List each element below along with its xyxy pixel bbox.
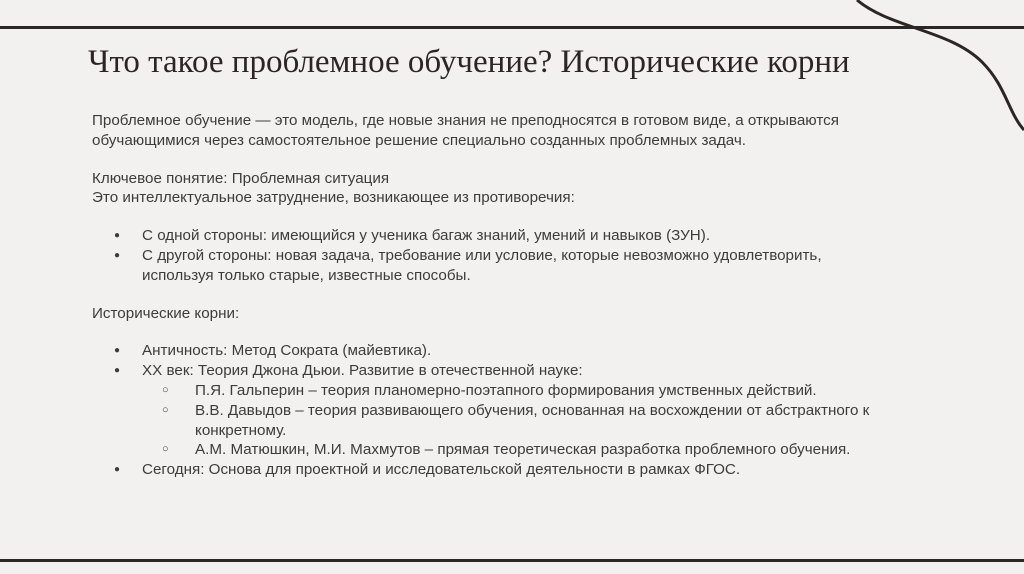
sub-list-item	[92, 401, 892, 441]
bullet-icon: ●	[114, 230, 121, 242]
roots-sublist	[92, 381, 892, 460]
list-item-text: С другой стороны: новая задача, требование или условие, которые невозможно удовлетворить, используя только старые, известные способы.	[142, 246, 822, 284]
list-item	[92, 361, 892, 460]
roots-heading: Исторические корни:	[92, 304, 240, 322]
intro-paragraph: Проблемное обучение — это модель, где новые знания не преподносятся в готовом виде, а открываются обучающимися через самостоятельное решение специально созданных проблемных задач.	[92, 112, 839, 149]
slide-title: Что такое проблемное обучение? Исторические корни	[88, 44, 850, 80]
list-item	[92, 226, 892, 246]
list-item-text: XX век: Теория Джона Дьюи. Развитие в отечественной науке:	[142, 362, 583, 380]
bullet-icon: ●	[114, 345, 121, 357]
sub-list-item	[92, 440, 892, 460]
bullet-icon: ●	[114, 365, 121, 377]
roots-list	[92, 341, 892, 480]
list-item-text: Античность: Метод Сократа (майевтика).	[142, 342, 432, 360]
key-concept-line: Ключевое понятие: Проблемная ситуация	[92, 169, 390, 187]
bullet-icon: ●	[114, 464, 121, 476]
bullet-icon: ●	[114, 249, 121, 261]
list-item	[92, 341, 892, 361]
sub-list-item	[92, 381, 892, 401]
definition-line: Это интеллектуальное затруднение, возникающее из противоречия:	[92, 189, 575, 207]
list-item-text: С одной стороны: имеющийся у ученика багаж знаний, умений и навыков (ЗУН).	[142, 227, 711, 245]
sub-list-item-text: В.В. Давыдов – теория развивающего обучения, основанная на восхождении от абстрактного к конкретному.	[195, 401, 870, 439]
hollow-bullet-icon: ○	[162, 383, 169, 396]
hollow-bullet-icon: ○	[162, 403, 169, 416]
list-item-text: Сегодня: Основа для проектной и исследовательской деятельности в рамках ФГОС.	[142, 461, 741, 479]
slide-body	[92, 111, 892, 480]
sub-list-item-text: А.М. Матюшкин, М.И. Махмутов – прямая теоретическая разработка проблемного обучения.	[195, 441, 851, 459]
sub-list-item-text: П.Я. Гальперин – теория планомерно-поэтапного формирования умственных действий.	[195, 381, 817, 399]
contradiction-list	[92, 226, 892, 285]
list-item	[92, 246, 892, 286]
hollow-bullet-icon: ○	[162, 443, 169, 456]
list-item	[92, 460, 892, 480]
